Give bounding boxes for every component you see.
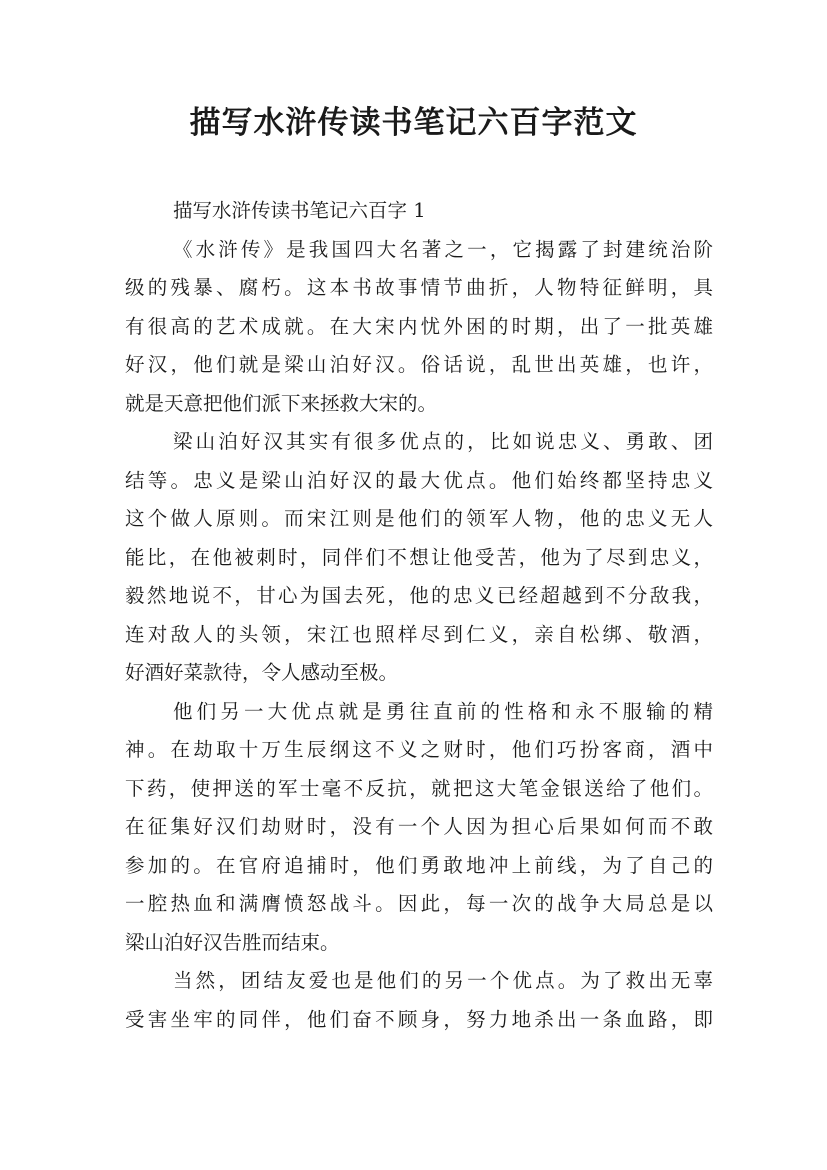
paragraph-line: 结等。忠义是梁山泊好汉的最大优点。他们始终都坚持忠义 <box>125 468 713 492</box>
paragraph-line: 就是天意把他们派下来拯救大宋的。 <box>125 391 438 415</box>
paragraph-line: 有很高的艺术成就。在大宋内忧外困的时期，出了一批英雄 <box>125 314 713 338</box>
paragraph-line: 连对敌人的头领，宋江也照样尽到仁义，亲自松绑、敬酒， <box>125 622 713 646</box>
paragraph-1 <box>125 231 713 424</box>
paragraph-line: 下药，使押送的军士毫不反抗，就把这大笔金银送给了他们。 <box>125 776 713 800</box>
paragraph-4 <box>125 962 713 1039</box>
paragraph-line: 当然，团结友爱也是他们的另一个优点。为了救出无辜 <box>173 969 713 992</box>
paragraph-line: 级的残暴、腐朽。这本书故事情节曲折，人物特征鲜明，具 <box>125 276 713 299</box>
paragraph-line: 一腔热血和满膺愤怒战斗。因此，每一次的战争大局总是以 <box>125 892 713 915</box>
paragraph-line: 在征集好汉们劫财时，没有一个人因为担心后果如何而不敢 <box>125 815 713 838</box>
paragraph-line: 《水浒传》是我国四大名著之一，它揭露了封建统治阶 <box>173 237 713 261</box>
paragraph-line: 这个做人原则。而宋江则是他们的领军人物，他的忠义无人 <box>125 507 713 530</box>
paragraph-3 <box>125 693 713 963</box>
paragraph-line: 能比，在他被刺时，同伴们不想让他受苦，他为了尽到忠义， <box>125 545 713 569</box>
paragraph-line: 他们另一大优点就是勇往直前的性格和永不服输的精 <box>173 699 713 723</box>
paragraph-line: 好酒好菜款待，令人感动至极。 <box>125 661 399 684</box>
section-subheading: 描写水浒传读书笔记六百字 1 <box>173 199 426 222</box>
paragraph-2 <box>125 423 713 693</box>
paragraph-line: 梁山泊好汉告胜而结束。 <box>125 930 340 954</box>
paragraph-line: 受害坐牢的同伴，他们奋不顾身，努力地杀出一条血路，即 <box>125 1007 713 1031</box>
document-title: 描写水浒传读书笔记六百字范文 <box>189 105 638 141</box>
paragraph-line: 梁山泊好汉其实有很多优点的，比如说忠义、勇敢、团 <box>173 430 713 453</box>
paragraph-line: 参加的。在官府追捕时，他们勇敢地冲上前线，为了自己的 <box>125 853 713 877</box>
paragraph-line: 好汉，他们就是梁山泊好汉。俗话说，乱世出英雄，也许， <box>125 353 713 376</box>
document-body <box>125 192 713 1039</box>
paragraph-line: 毅然地说不，甘心为国去死，他的忠义已经超越到不分敌我， <box>125 584 713 607</box>
paragraph-line: 神。在劫取十万生辰纲这不义之财时，他们巧扮客商，酒中 <box>125 738 713 761</box>
